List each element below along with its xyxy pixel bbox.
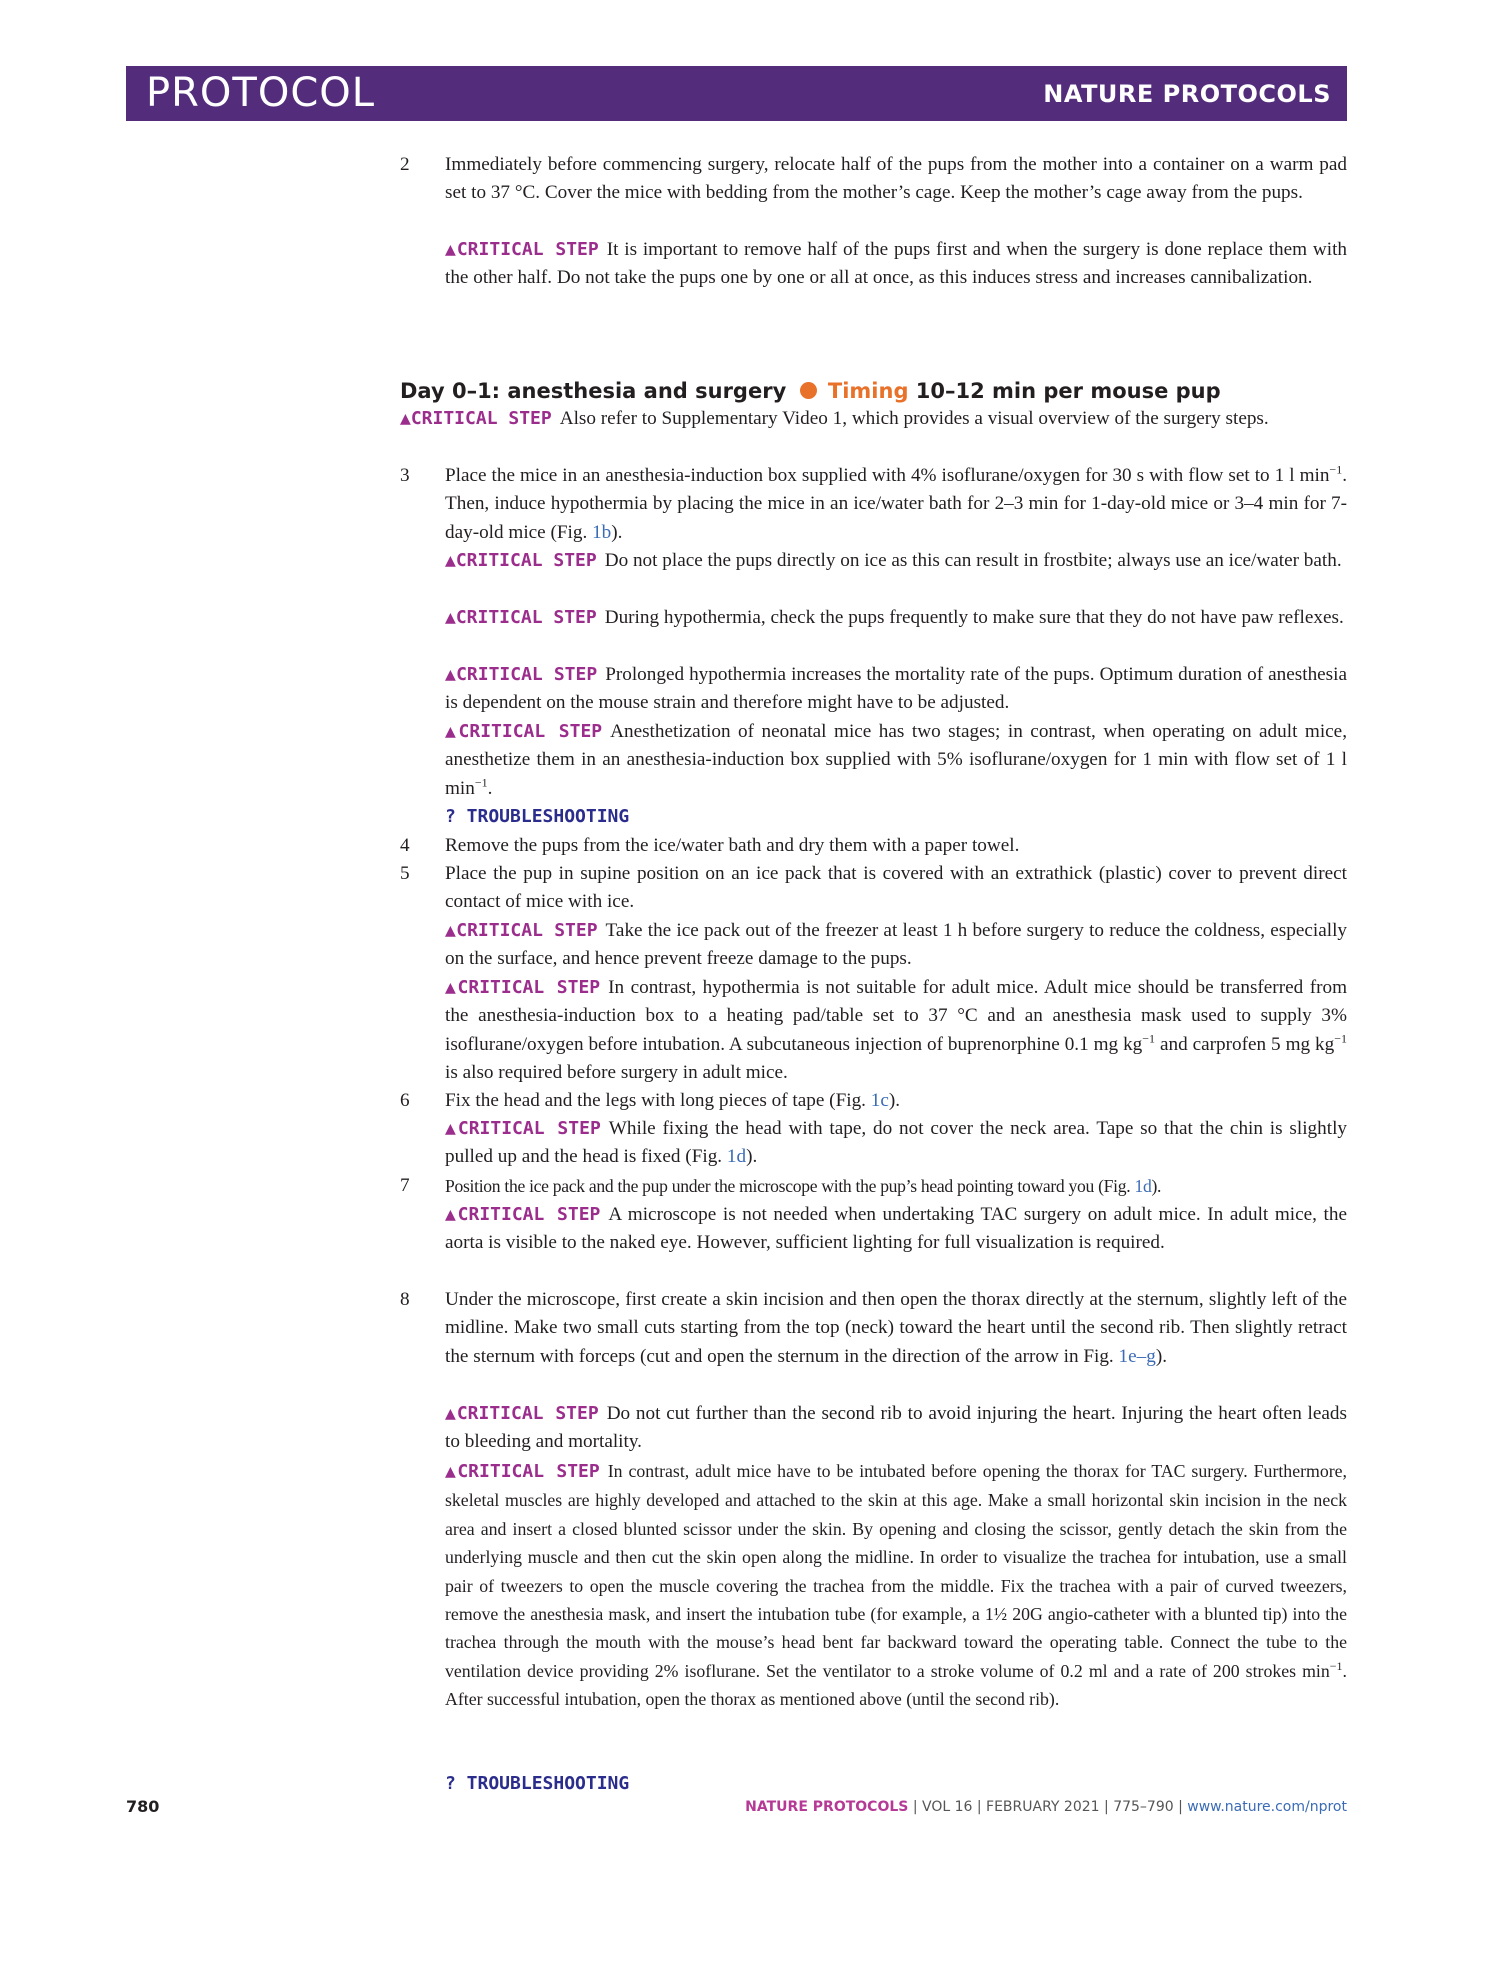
step-text: Position the ice pack and the pup under the microscope with the pup’s head pointing toward you (Fig. xyxy=(445,1176,1135,1196)
step-number: 5 xyxy=(400,863,410,884)
section-label: PROTOCOL xyxy=(146,70,376,116)
figure-link[interactable]: 1e–g xyxy=(1118,1345,1156,1367)
critical-step xyxy=(445,1115,1347,1172)
critical-step-text: Do not cut further than the second rib to avoid injuring the heart. Injuring the heart often leads to bleeding and mortality. xyxy=(445,1403,1347,1453)
critical-step-text: In contrast, adult mice have to be intubated before opening the thorax for TAC surgery. Furthermore, skeletal muscles are highly developed and attached to the skin at this age. Make a small horizontal skin incision in the neck area and insert a closed blunted scissor under the skin. By opening and closing the scissor, gently detach the skin from the underlying muscle and then cut the skin open along the midline. In order to visualize the trachea for intubation, use a small pair of tweezers to open the muscle covering the trachea from the middle. Fix the trachea with a pair of curved tweezers, remove the anesthesia mask, and insert the intubation tube (for example, a 1½ 20G angio-catheter with a blunted tip) into the trachea through the mouth with the mouse’s head bent far backward toward the operating table. Connect the tube to the ventilation device providing 2% isoflurane. Set the ventilator to a stroke volume of 0.2 ml and a rate of 200 strokes min xyxy=(445,1461,1347,1681)
critical-step-label: ▲CRITICAL STEP xyxy=(445,920,598,941)
critical-step xyxy=(445,1201,1347,1258)
figure-link[interactable]: 1d xyxy=(726,1146,747,1168)
separator: | xyxy=(1104,1799,1109,1815)
section-title: Day 0–1: anesthesia and surgery xyxy=(400,379,787,403)
critical-step xyxy=(445,917,1347,974)
critical-step-label: ▲CRITICAL STEP xyxy=(445,1403,599,1424)
step-text: Remove the pups from the ice/water bath and dry them with a paper towel. xyxy=(445,835,1020,856)
critical-step-text: While fixing the head with tape, do not cover the neck area. Tape so that the chin is slightly pulled up and the head is fixed (Fig. xyxy=(445,1118,1347,1168)
critical-step xyxy=(445,547,1347,575)
critical-step xyxy=(445,604,1347,632)
critical-step-text: A microscope is not needed when undertaking TAC surgery on adult mice. In adult mice, the aorta is visible to the naked eye. However, sufficient lighting for full visualization is required. xyxy=(445,1204,1348,1254)
separator: | xyxy=(1178,1799,1183,1815)
header-bar xyxy=(126,66,1347,121)
timing-value: 10–12 min per mouse pup xyxy=(915,379,1221,403)
step-3-text xyxy=(445,462,1347,547)
critical-step-label: ▲CRITICAL STEP xyxy=(445,607,597,628)
separator: | xyxy=(912,1799,918,1815)
step-number: 2 xyxy=(400,154,410,175)
footer-volume: VOL 16 xyxy=(921,1799,973,1815)
step-text: Immediately before commencing surgery, relocate half of the pups from the mother into a container on a warm pad set to 37 °C. Cover the mice with bedding from the mother’s cage. Keep the mother’s cage away from the pups. xyxy=(445,154,1347,204)
step-text: Place the pup in supine position on an ice pack that is covered with an extrathick (plastic) cover to prevent direct contact of mice with ice. xyxy=(445,863,1347,913)
step-number: 8 xyxy=(400,1289,410,1310)
footer-citation xyxy=(745,1799,1347,1815)
critical-step xyxy=(445,1400,1347,1457)
step-number: 7 xyxy=(400,1175,410,1196)
critical-step-text: and carprofen 5 mg kg xyxy=(1155,1033,1335,1055)
footer-journal: NATURE PROTOCOLS xyxy=(745,1799,909,1815)
critical-step-text: . After successful intubation, open the thorax as mentioned above (until the second rib). xyxy=(445,1660,1347,1710)
troubleshooting-link[interactable] xyxy=(445,803,1347,831)
timing-label: Timing xyxy=(827,379,909,403)
superscript: −1 xyxy=(1329,462,1343,477)
critical-step-text: Anesthetization of neonatal mice has two stages; in contrast, when operating on adult mice, anesthetize them in an anesthesia-induction box supplied with 5% isoflurane/oxygen for 1 min with flow set of 1 l min xyxy=(445,721,1347,799)
critical-step-label: ▲CRITICAL STEP xyxy=(445,1118,601,1139)
critical-step-text: During hypothermia, check the pups frequently to make sure that they do not have paw reflexes. xyxy=(604,607,1344,628)
critical-step-label: ▲CRITICAL STEP xyxy=(445,239,599,260)
step-5-text xyxy=(445,860,1347,917)
step-text: Fix the head and the legs with long pieces of tape (Fig. xyxy=(445,1090,871,1111)
step-7-text xyxy=(445,1172,1347,1200)
critical-step-text: It is important to remove half of the pups first and when the surgery is done replace them with the other half. Do not take the pups one by one or all at once, as this induces stress and increases cannibalization. xyxy=(445,239,1347,289)
critical-step-label: ▲CRITICAL STEP xyxy=(400,408,552,429)
step-text: ). xyxy=(1155,1345,1168,1367)
critical-step-label: ▲CRITICAL STEP xyxy=(445,1461,600,1482)
critical-step-text: . xyxy=(487,777,493,799)
step-text: Place the mice in an anesthesia-induction box supplied with 4% isoflurane/oxygen for 30 s with flow set to 1 l min xyxy=(445,465,1330,486)
troubleshooting-link[interactable] xyxy=(445,1770,1347,1798)
step-6-text xyxy=(445,1087,1347,1115)
critical-step xyxy=(445,718,1347,803)
critical-step-label: ▲CRITICAL STEP xyxy=(445,721,603,742)
critical-step-label: ▲CRITICAL STEP xyxy=(445,1204,601,1225)
step-text: Under the microscope, first create a skin incision and then open the thorax directly at the sternum, slightly left of the midline. Make two small cuts starting from the top (neck) toward the heart until the second rib. Then slightly retract the sternum with forceps (cut and open the sternum in the direction of the arrow in Fig. xyxy=(445,1289,1347,1367)
figure-link[interactable]: 1d xyxy=(1134,1176,1152,1196)
superscript: −1 xyxy=(1334,1031,1347,1046)
critical-step-label: ▲CRITICAL STEP xyxy=(445,664,598,685)
superscript: −1 xyxy=(1142,1031,1156,1046)
superscript: −1 xyxy=(1329,1658,1343,1673)
page-number: 780 xyxy=(126,1797,160,1816)
footer-url-link[interactable]: www.nature.com/nprot xyxy=(1187,1799,1347,1815)
journal-label: NATURE PROTOCOLS xyxy=(1043,80,1331,108)
critical-step xyxy=(445,974,1347,1088)
critical-step xyxy=(445,236,1347,293)
footer-pages: 775–790 xyxy=(1113,1799,1174,1815)
section-heading xyxy=(400,377,1221,405)
step-4-text xyxy=(445,832,1347,860)
critical-step xyxy=(445,661,1347,718)
troubleshooting-label[interactable]: ? TROUBLESHOOTING xyxy=(445,806,630,827)
step-2-text xyxy=(445,151,1347,208)
critical-step-text: ). xyxy=(746,1146,758,1168)
critical-step-text: In contrast, hypothermia is not suitable for adult mice. Adult mice should be transferred from the anesthesia-induction box to a heating pad/table set to 37 °C and an anesthesia mask used to supply 3% isoflurane/oxygen before intubation. A subcutaneous injection of buprenorphine 0.1 mg kg xyxy=(445,977,1347,1055)
superscript: −1 xyxy=(474,775,488,790)
critical-step xyxy=(400,405,1302,433)
step-number: 4 xyxy=(400,835,410,856)
footer-date: FEBRUARY 2021 xyxy=(986,1799,1100,1815)
figure-link[interactable]: 1c xyxy=(870,1090,889,1111)
step-text: ). xyxy=(888,1090,901,1111)
critical-step-label: ▲CRITICAL STEP xyxy=(445,550,597,571)
critical-step-text: Take the ice pack out of the freezer at least 1 h before surgery to reduce the coldness, especially on the surface, and hence prevent freeze damage to the pups. xyxy=(445,920,1347,970)
step-number: 6 xyxy=(400,1090,410,1111)
step-number: 3 xyxy=(400,465,410,486)
step-text: ). xyxy=(611,521,623,543)
step-8-text xyxy=(445,1286,1347,1371)
critical-step-text: is also required before surgery in adult mice. xyxy=(445,1062,788,1084)
critical-step xyxy=(445,1457,1347,1714)
separator: | xyxy=(976,1799,982,1815)
timing-dot-icon xyxy=(800,382,817,399)
figure-link[interactable]: 1b xyxy=(592,521,612,543)
critical-step-label: ▲CRITICAL STEP xyxy=(445,977,601,998)
step-text: ). xyxy=(1151,1176,1162,1196)
critical-step-text: Prolonged hypothermia increases the mortality rate of the pups. Optimum duration of anesthesia is dependent on the mouse strain and therefore might have to be adjusted. xyxy=(445,664,1347,714)
critical-step-text: Also refer to Supplementary Video 1, which provides a visual overview of the surgery steps. xyxy=(559,408,1269,429)
troubleshooting-label[interactable]: ? TROUBLESHOOTING xyxy=(445,1773,630,1794)
critical-step-text: Do not place the pups directly on ice as this can result in frostbite; always use an ice/water bath. xyxy=(604,550,1342,571)
step-text: . Then, induce hypothermia by placing the mice in an ice/water bath for 2–3 min for 1-day-old mice or 3–4 min for 7-day-old mice (Fig. xyxy=(445,465,1347,543)
